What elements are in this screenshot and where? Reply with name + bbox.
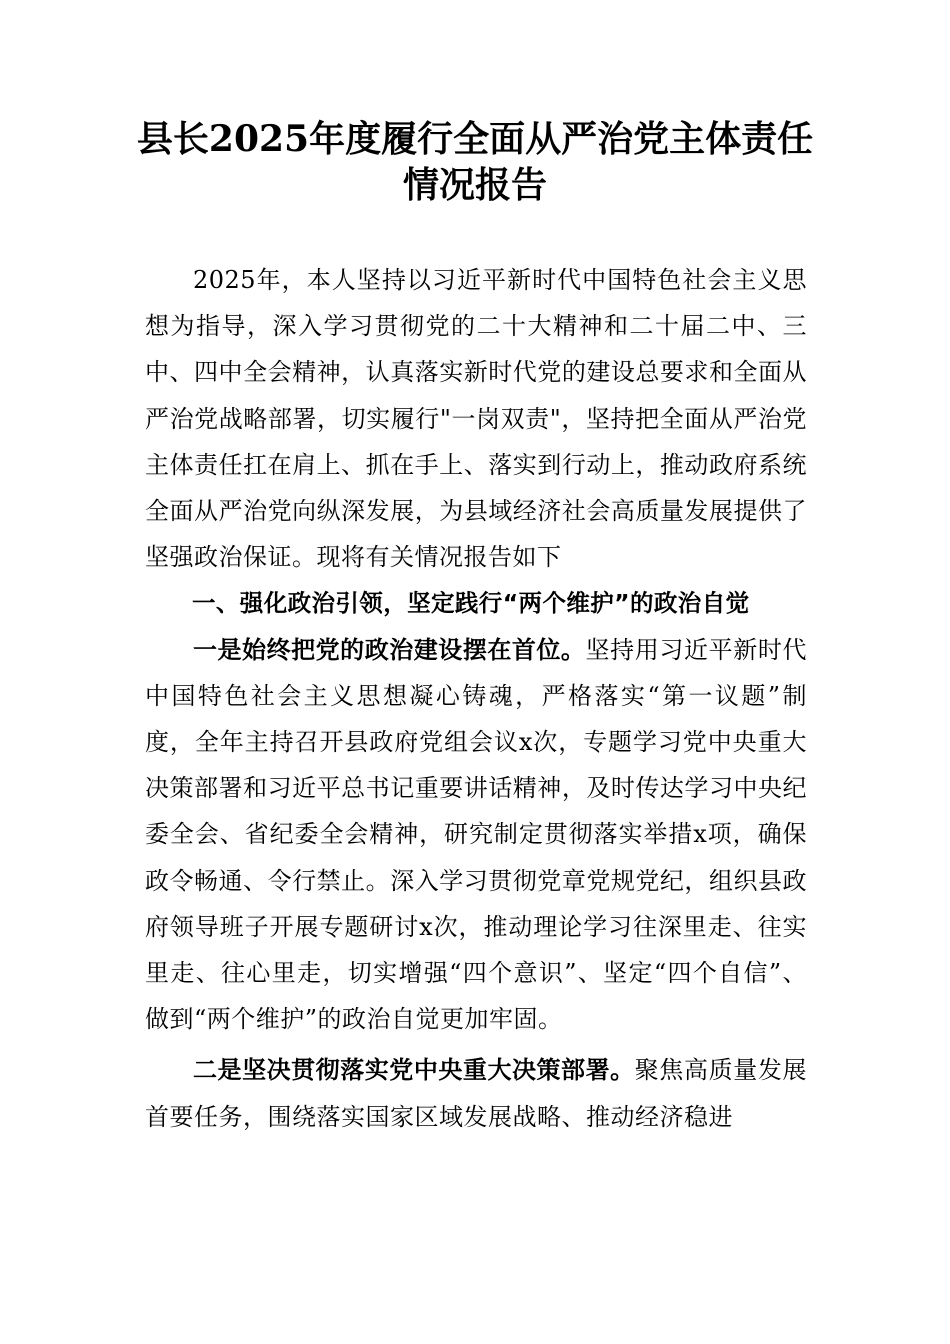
document-body	[145, 257, 807, 1140]
paragraph-1-text: 坚持用习近平新时代中国特色社会主义思想凝心铸魂，严格落实“第一议题”制度，全年主持召开县政府党组会议x次，专题学习党中央重大决策部署和习近平总书记重要讲话精神，及时传达学习中央纪委全会、省纪委全会精神，研究制定贯彻落实举措x项，确保政令畅通、令行禁止。深入学习贯彻党章党规党纪，组织县政府领导班子开展专题研讨x次，推动理论学习往深里走、往实里走、往心里走，切实增强“四个意识”、坚定“四个自信”、做到“两个维护”的政治自觉更加牢固。	[145, 635, 807, 1034]
paragraph-2-text: 聚焦高质量发展首要任务，围绕落实国家区域发展战略、推动经济稳进	[145, 1056, 807, 1131]
paragraph-2	[145, 1047, 807, 1139]
paragraph-1-lead: 一是始终把党的政治建设摆在首位。	[193, 635, 586, 664]
paragraph-1	[145, 627, 807, 1043]
section-1-heading: 一、强化政治引领，坚定践行“两个维护”的政治自觉	[192, 589, 750, 618]
document-title-line-1: 县长2025年度履行全面从严治党主体责任	[136, 118, 814, 160]
intro-paragraph: 2025年，本人坚持以习近平新时代中国特色社会主义思想为指导，深入学习贯彻党的二十大精神和二十届二中、三中、四中全会精神，认真落实新时代党的建设总要求和全面从严治党战略部署，切实履行"一岗双责"，坚持把全面从严治党主体责任扛在肩上、抓在手上、落实到行动上，推动政府系统全面从严治党向纵深发展，为县域经济社会高质量发展提供了坚强政治保证。现将有关情况报告如下	[145, 266, 807, 572]
document-title-line-2: 情况报告	[402, 164, 547, 206]
paragraph-2-lead: 二是坚决贯彻落实党中央重大决策部署。	[193, 1056, 635, 1085]
